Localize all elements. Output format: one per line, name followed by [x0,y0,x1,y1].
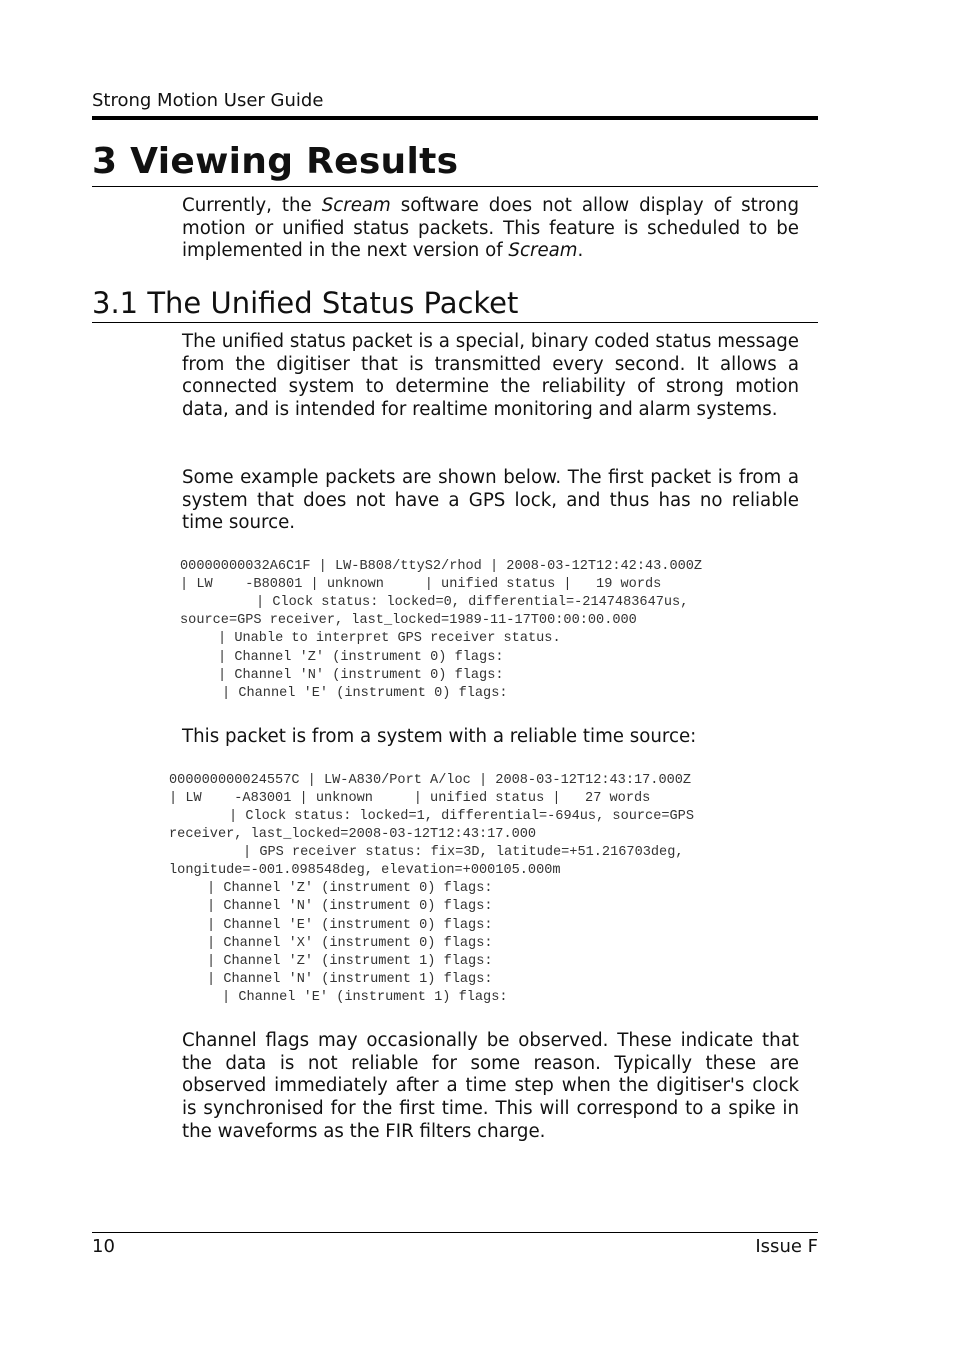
packet2-line-3: | Clock status: locked=1, differential=-694us, source=GPS [229,809,694,824]
packet1-line-3: | Clock status: locked=0, differential=-2147483647us, [256,595,689,610]
packet2-line-11: | Channel 'Z' (instrument 1) flags: [207,954,493,969]
section-paragraph-1: The unified status packet is a special, binary coded status message from the digitiser that is transmitted every second. It allows a connected system to determine the reliability of strong motion data, and is intended for realtime monitoring and alarm systems. [182,331,799,421]
packet2-line-13: | Channel 'E' (instrument 1) flags: [222,990,508,1005]
packet1-line-5: | Unable to interpret GPS receiver status. [218,631,561,646]
chapter-title-rule [92,186,818,187]
packet1-line-2: | LW -B80801 | unknown | unified status | 19 words [180,577,662,592]
chapter-intro-paragraph [182,195,799,263]
header-rule [92,116,818,120]
packet2-line-1: 000000000024557C | LW-A830/Port A/loc | 2008-03-12T12:43:17.000Z [169,773,692,788]
section-title: 3.1 The Unified Status Packet [92,286,519,320]
section-title-rule [92,322,818,323]
packet2-line-5: | GPS receiver status: fix=3D, latitude=+51.216703deg, [243,845,684,860]
packet2-line-9: | Channel 'E' (instrument 0) flags: [207,918,493,933]
intro-text-3: . [577,240,584,262]
intro-text-1: Currently, the [182,195,322,216]
packet1-line-6: | Channel 'Z' (instrument 0) flags: [218,650,504,665]
packet2-line-7: | Channel 'Z' (instrument 0) flags: [207,881,493,896]
packet2-line-6: longitude=-001.098548deg, elevation=+000105.000m [169,863,561,878]
section-paragraph-2: Some example packets are shown below. The first packet is from a system that does not have a GPS lock, and thus has no reliable time source. [182,467,799,534]
chapter-title: 3 Viewing Results [92,141,459,182]
packet2-line-10: | Channel 'X' (instrument 0) flags: [207,936,493,951]
running-header-title: Strong Motion User Guide [92,90,324,111]
packet1-line-8: | Channel 'E' (instrument 0) flags: [222,686,508,701]
section-paragraph-4: Channel flags may occasionally be observed. These indicate that the data is not reliable for some reason. Typically these are observed immediately after a time step when the digitiser's clock is synchronised for the first time. This will correspond to a spike in the waveforms as the FIR filters charge. [182,1030,799,1142]
intro-emphasis-scream-1: Scream [321,195,391,216]
packet2-line-8: | Channel 'N' (instrument 0) flags: [207,899,493,914]
packet1-line-7: | Channel 'N' (instrument 0) flags: [218,668,504,683]
page-number: 10 [92,1236,115,1257]
packet2-line-12: | Channel 'N' (instrument 1) flags: [207,972,493,987]
footer-rule [92,1232,818,1233]
intro-emphasis-scream-2: Scream [508,240,578,262]
issue-label: Issue F [755,1236,818,1257]
packet2-line-4: receiver, last_locked=2008-03-12T12:43:17.000 [169,827,537,842]
intro-text-2: software does not allow display of strong motion or unified status packets. This feature is scheduled to be implemented in the next version of [182,195,799,262]
packet2-line-2: | LW -A83001 | unknown | unified status | 27 words [169,791,651,806]
packet1-line-1: 00000000032A6C1F | LW-B808/ttyS2/rhod | 2008-03-12T12:42:43.000Z [180,559,703,574]
packet1-line-4: source=GPS receiver, last_locked=1989-11-17T00:00:00.000 [180,613,637,628]
section-paragraph-3: This packet is from a system with a reliable time source: [182,726,697,747]
